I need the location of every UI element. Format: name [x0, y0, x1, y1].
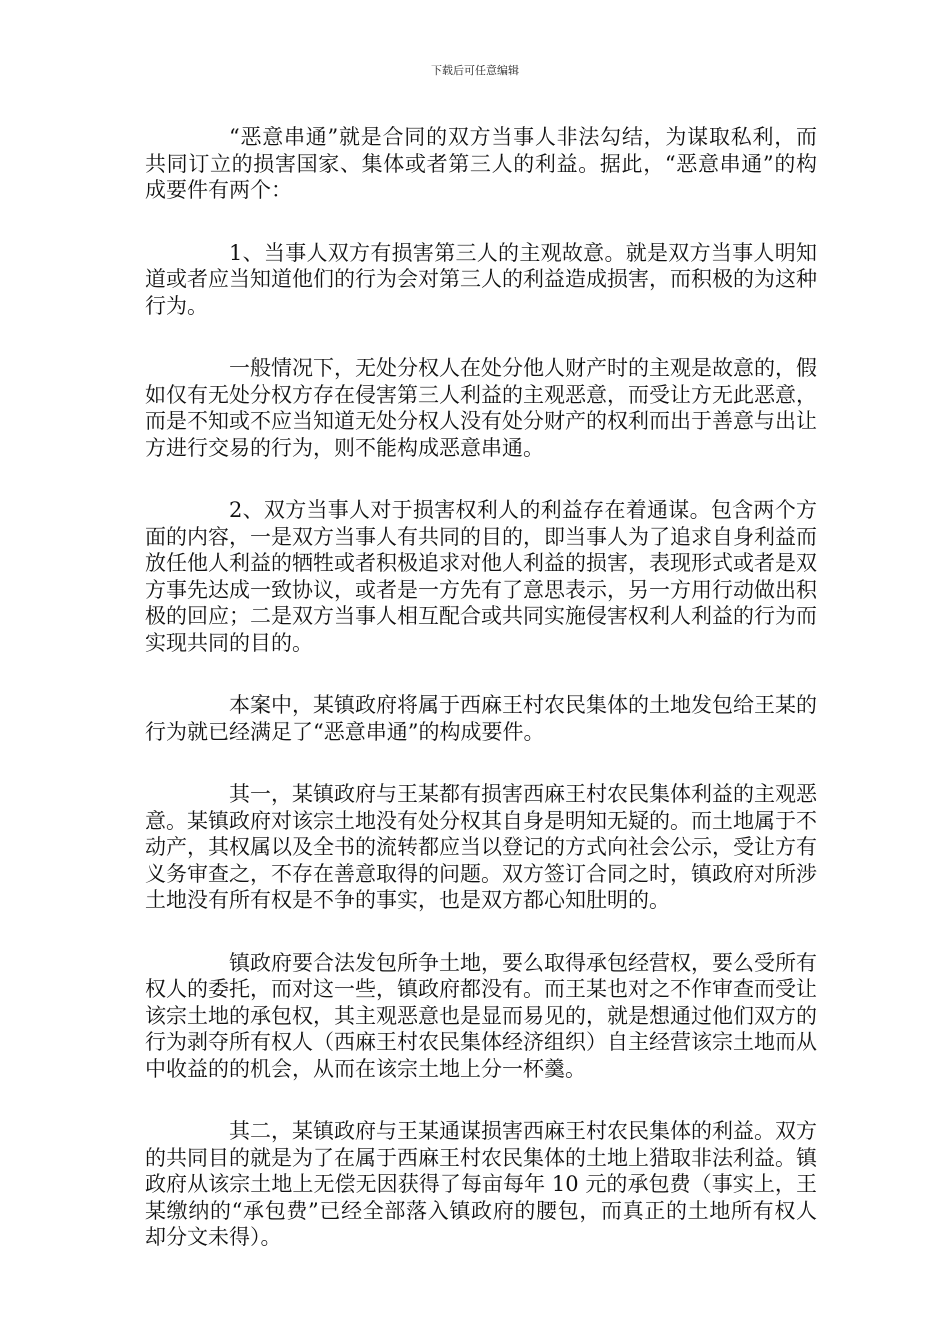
paragraph-1: “恶意串通”就是合同的双方当事人非法勾结，为谋取私利，而共同订立的损害国家、集体或者第三人的利益。据此，“恶意串通”的构成要件有两个：: [145, 125, 817, 202]
paragraph-8: 其二，某镇政府与王某通谋损害西麻王村农民集体的利益。双方的共同目的就是为了在属于西麻王村农民集体的土地上猎取非法利益。镇政府从该宗土地上无偿无因获得了每亩每年 10 元的承包费（事实上，王某缴纳的“承包费”已经全部落入镇政府的腰包，而真正的土地所有权人却分文未得）。: [145, 1119, 817, 1249]
paragraph-2: 1、当事人双方有损害第三人的主观故意。就是双方当事人明知道或者应当知道他们的行为会对第三人的利益造成损害，而积极的为这种行为。: [145, 240, 817, 318]
page-header: 下载后可任意编辑: [431, 64, 519, 77]
paragraph-7: 镇政府要合法发包所争土地，要么取得承包经营权，要么受所有权人的委托，而对这一些，镇政府都没有。而王某也对之不作审查而受让该宗土地的承包权，其主观恶意也是显而易见的，就是想通过他们双方的行为剥夺所有权人（西麻王村农民集体经济组织）自主经营该宗土地而从中收益的的机会，从而在该宗土地上分一杯羹。: [145, 950, 817, 1081]
paragraph-5: 本案中，某镇政府将属于西麻王村农民集体的土地发包给王某的行为就已经满足了“恶意串通”的构成要件。: [145, 693, 817, 744]
paragraph-4: 2、双方当事人对于损害权利人的利益存在着通谋。包含两个方面的内容，一是双方当事人有共同的目的，即当事人为了追求自身利益而放任他人利益的牺牲或者积极追求对他人利益的损害，表现形式或者是双方事先达成一致协议，或者是一方先有了意思表示，另一方用行动做出积极的回应；二是双方当事人相互配合或共同实施侵害权利人利益的行为而实现共同的目的。: [145, 498, 817, 655]
paragraph-6: 其一，某镇政府与王某都有损害西麻王村农民集体利益的主观恶意。某镇政府对该宗土地没有处分权其自身是明知无疑的。而土地属于不动产，其权属以及全书的流转都应当以登记的方式向社会公示，受让方有义务审查之，不存在善意取得的问题。双方签订合同之时，镇政府对所涉土地没有所有权是不争的事实，也是双方都心知肚明的。: [145, 782, 817, 912]
paragraph-3: 一般情况下，无处分权人在处分他人财产时的主观是故意的，假如仅有无处分权方存在侵害第三人利益的主观恶意，而受让方无此恶意，而是不知或不应当知道无处分权人没有处分财产的权利而出于善意与出让方进行交易的行为，则不能构成恶意串通。: [145, 356, 817, 460]
document-body: [145, 124, 817, 1287]
